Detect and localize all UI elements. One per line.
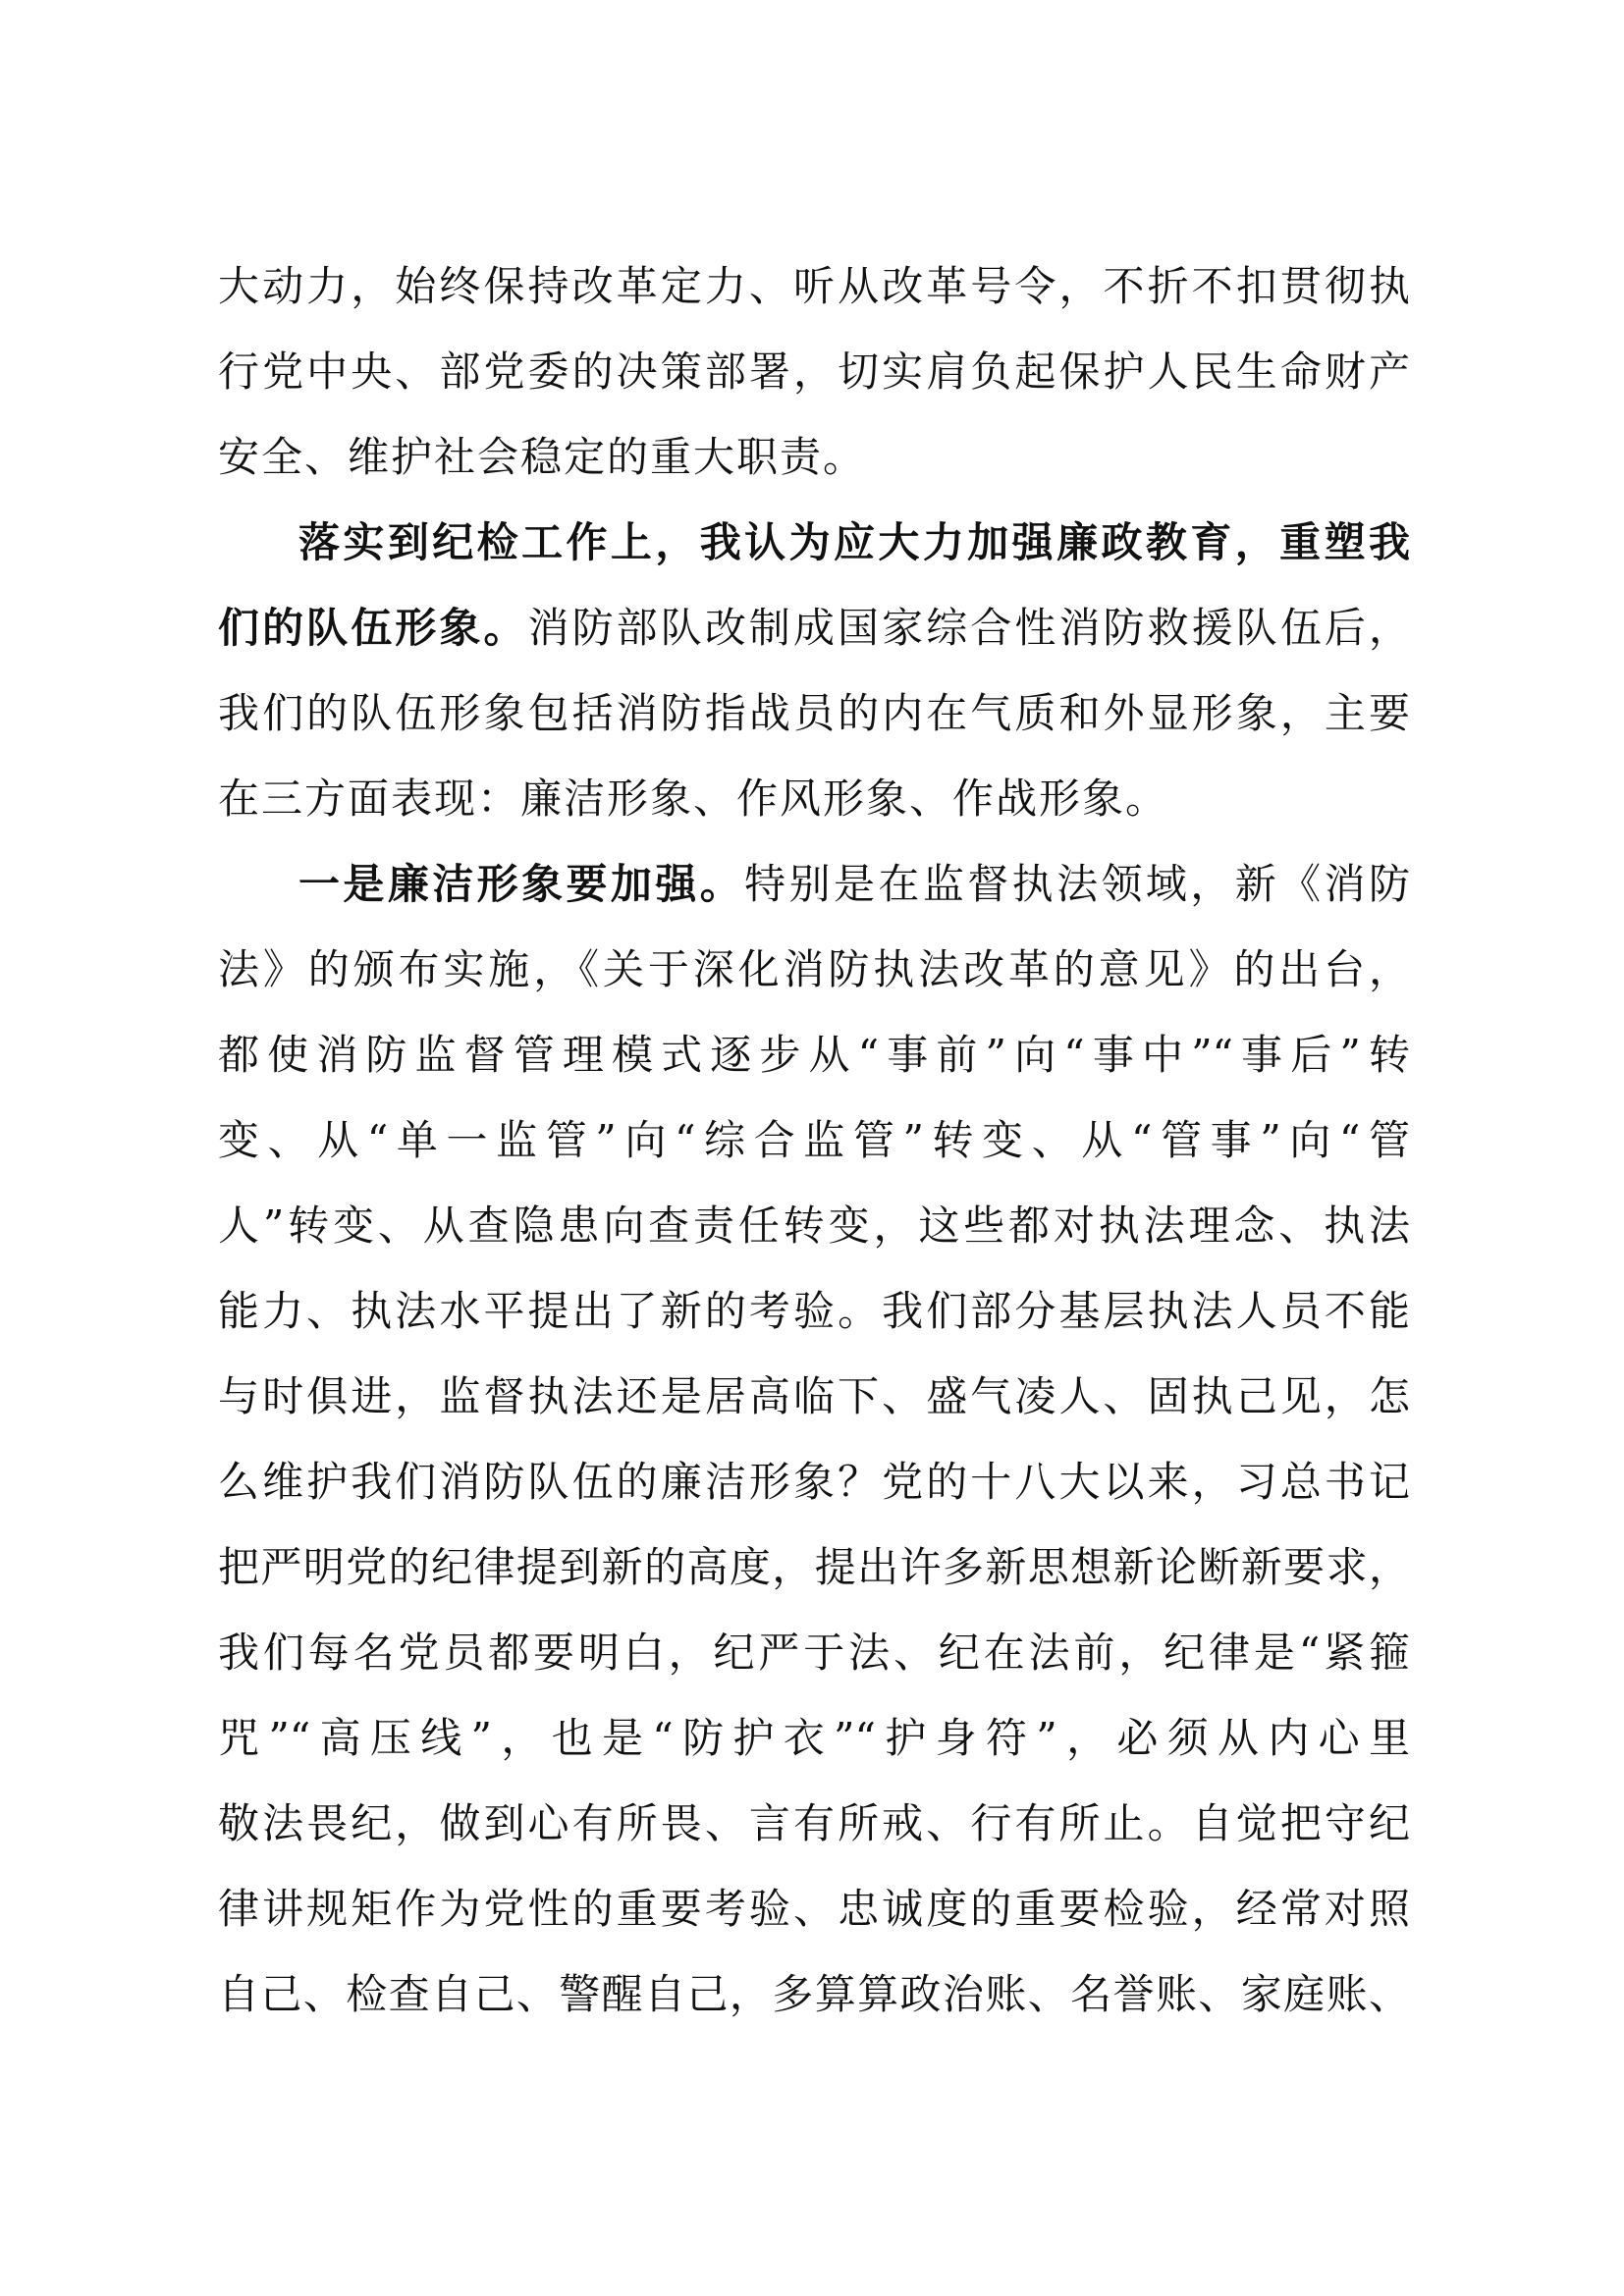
text-line [218,257,1410,343]
text-line [218,1965,1410,2051]
text-line [218,1709,1410,1794]
text-line [218,1026,1410,1111]
text-line [218,343,1410,428]
text-line [218,513,1410,599]
line-text: 行党中央、部党委的决策部署，切实肩负起保护人民生命财产 [218,347,1410,396]
line-text: 消防部队改制成国家综合性消防救援队伍后， [527,604,1410,652]
line-text: 法》的颁布实施，《关于深化消防执法改革的意见》的出台， [218,945,1410,993]
text-line [218,1880,1410,1965]
lead-phrase: 一是廉洁形象要加强。 [298,860,745,908]
line-text: 我们每名党员都要明白，纪严于法、纪在法前，纪律是“紧箍 [218,1629,1410,1677]
text-line [218,940,1410,1026]
line-text: 么维护我们消防队伍的廉洁形象？党的十八大以来，习总书记 [218,1458,1410,1506]
line-text: 敬法畏纪，做到心有所畏、言有所戒、行有所止。自觉把守纪 [218,1799,1410,1847]
line-text: 大动力，始终保持改革定力、听从改革号令，不折不扣贯彻执 [218,262,1410,310]
line-text: 能力、执法水平提出了新的考验。我们部分基层执法人员不能 [218,1287,1410,1335]
text-line [218,855,1410,940]
line-text: 律讲规矩作为党性的重要考验、忠诚度的重要检验，经常对照 [218,1885,1410,1933]
text-line [218,1624,1410,1709]
text-line [218,770,1410,855]
line-text: 自己、检查自己、警醒自己，多算算政治账、名誉账、家庭账、 [218,1970,1410,2018]
bold-heading: 落实到纪检工作上，我认为应大力加强廉政教育，重塑我 [298,518,1410,566]
document-page [218,257,1410,2051]
line-text: 把严明党的纪律提到新的高度，提出许多新思想新论断新要求， [218,1543,1410,1591]
line-text: 人”转变、从查隐患向查责任转变，这些都对执法理念、执法 [218,1201,1410,1250]
text-line [218,684,1410,770]
line-text: 安全、维护社会稳定的重大职责。 [218,433,867,481]
text-line [218,1111,1410,1197]
text-line [218,1538,1410,1624]
text-line [218,1453,1410,1538]
line-text: 特别是在监督执法领域，新《消防 [744,860,1410,908]
text-line [218,1197,1410,1282]
paragraph [218,257,1410,513]
line-text: 都使消防监督管理模式逐步从“事前”向“事中”“事后”转 [218,1031,1410,1079]
text-line [218,1794,1410,1880]
line-text: 变、从“单一监管”向“综合监管”转变、从“管事”向“管 [218,1116,1410,1164]
paragraph [218,855,1410,2051]
text-line [218,428,1410,513]
text-line [218,1367,1410,1453]
line-text: 我们的队伍形象包括消防指战员的内在气质和外显形象，主要 [218,689,1410,737]
text-line [218,599,1410,684]
line-text: 咒”“高压线”，也是“防护衣”“护身符”，必须从内心里 [218,1714,1410,1762]
text-line [218,1282,1410,1367]
paragraph [218,513,1410,855]
line-text: 在三方面表现：廉洁形象、作风形象、作战形象。 [218,774,1169,823]
bold-heading: 们的队伍形象。 [218,604,528,652]
line-text: 与时俱进，监督执法还是居高临下、盛气凌人、固执己见，怎 [218,1372,1410,1420]
